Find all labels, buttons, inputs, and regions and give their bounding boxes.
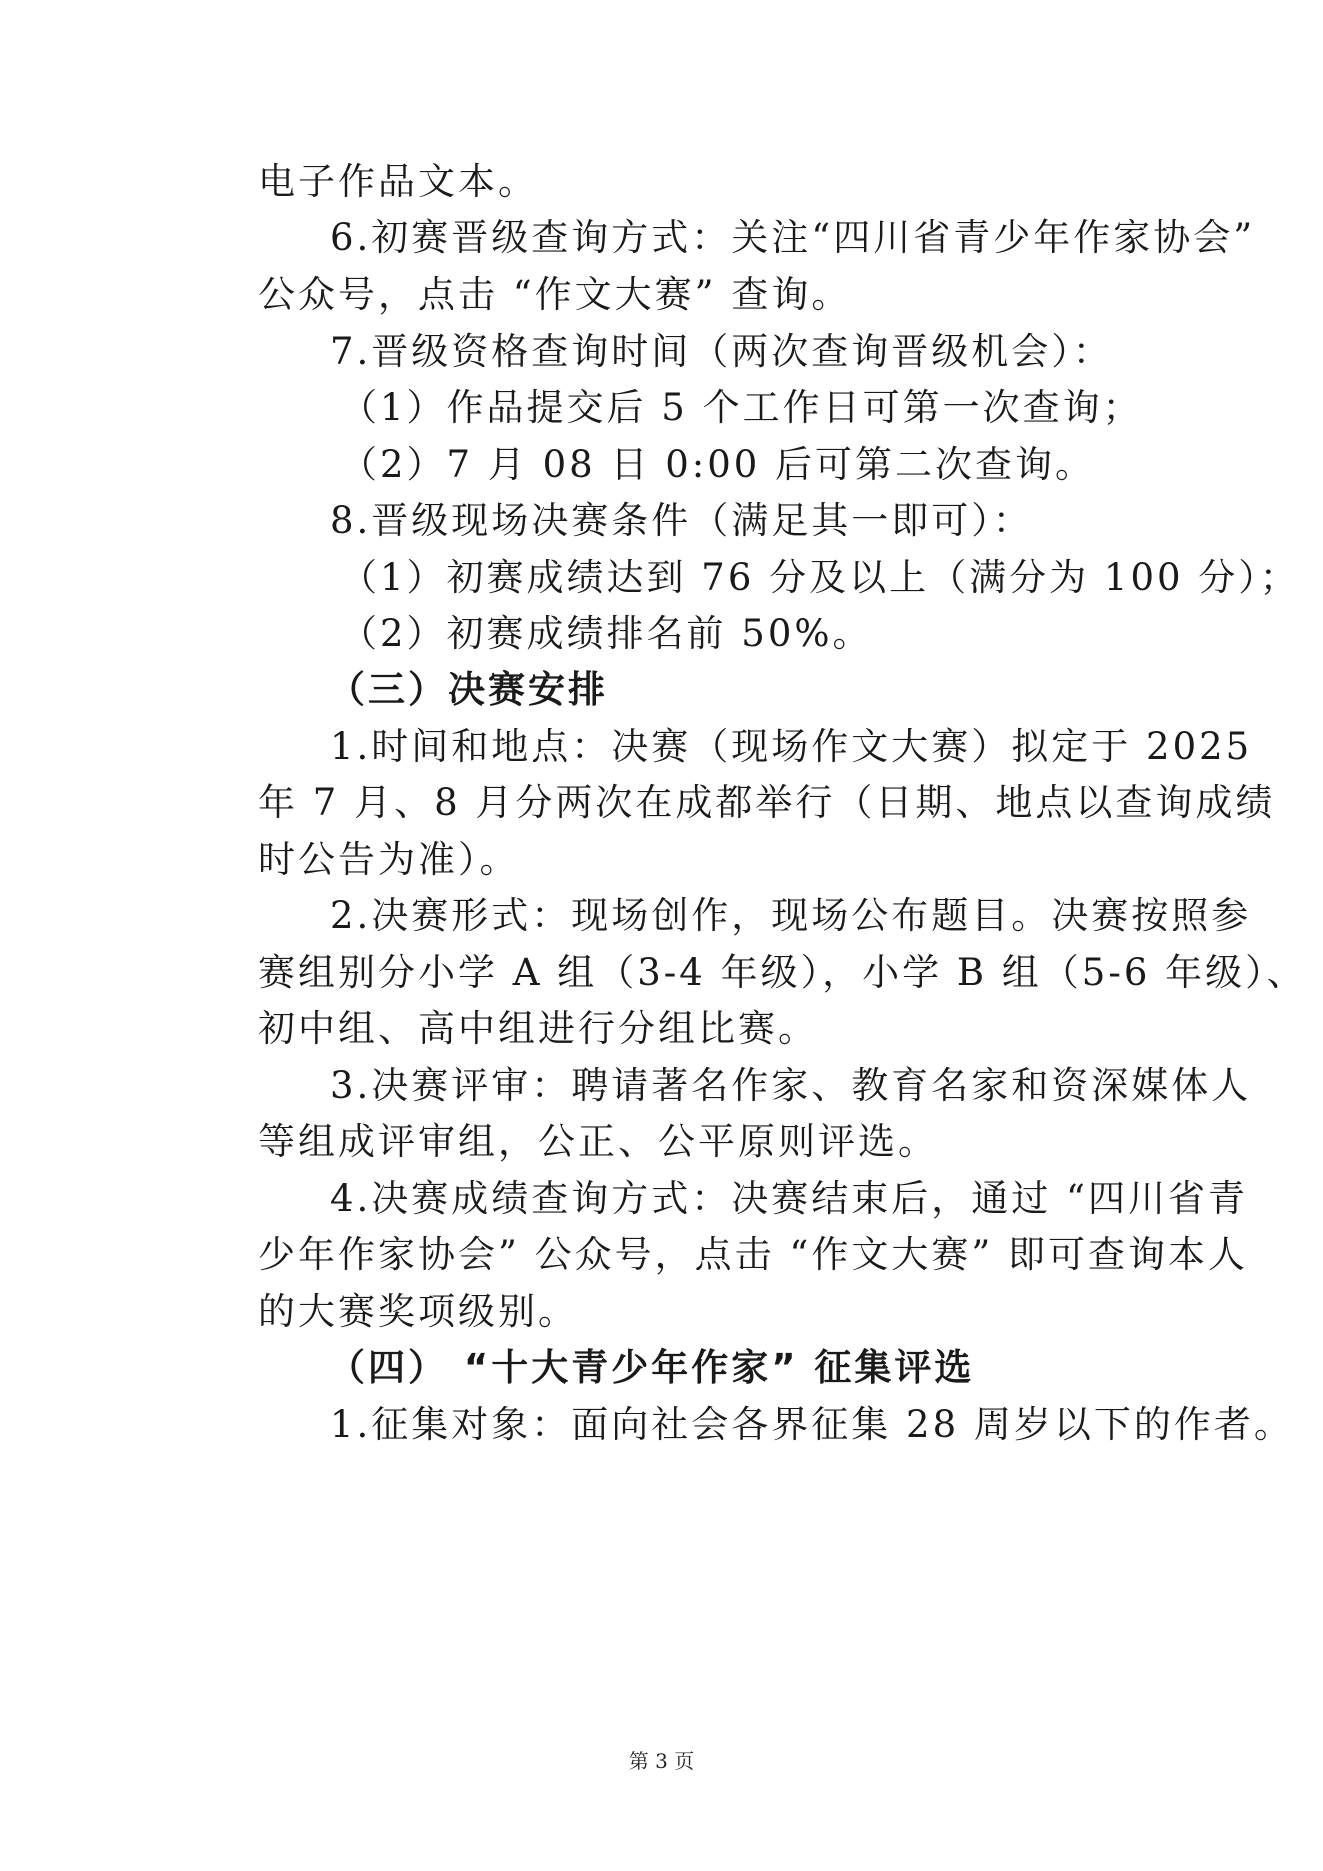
text-line: （2）初赛成绩排名前 50%。 [340,612,873,655]
text-line: 1.征集对象：面向社会各界征集 28 周岁以下的作者。 [330,1403,1294,1446]
text-line: 赛组别分小学 A 组（3-4 年级），小学 B 组（5-6 年级）、 [258,951,1307,994]
text-line: 电子作品文本。 [258,160,538,203]
page-number: 第 3 页 [628,1749,695,1773]
section-heading: （四） “十大青少年作家” 征集评选 [328,1346,975,1389]
text-line: 时公告为准）。 [258,838,520,881]
text-line: 年 7 月、8 月分两次在成都举行（日期、地点以查询成绩 [258,781,1276,824]
text-line: 3.决赛评审：聘请著名作家、教育名家和资深媒体人 [330,1064,1252,1107]
text-line: 初中组、高中组进行分组比赛。 [258,1007,818,1050]
text-line: 等组成评审组，公正、公平原则评选。 [258,1120,938,1163]
text-line: （2）7 月 08 日 0:00 后可第二次查询。 [340,443,1096,486]
text-line: 2.决赛形式：现场创作，现场公布题目。决赛按照参 [330,894,1252,937]
text-line: （1）初赛成绩达到 76 分及以上（满分为 100 分）； [340,556,1300,599]
text-line: 6.初赛晋级查询方式：关注“四川省青少年作家协会” [330,216,1256,259]
text-line: 的大赛奖项级别。 [258,1290,578,1333]
text-line: 8.晋级现场决赛条件（满足其一即可）： [330,499,1033,542]
text-line: （1）作品提交后 5 个工作日可第一次查询； [340,386,1143,429]
text-line: 公众号，点击 “作文大赛” 查询。 [258,273,852,316]
text-line: 4.决赛成绩查询方式：决赛结束后，通过 “四川省青 [330,1177,1248,1220]
text-line: 少年作家协会” 公众号，点击 “作文大赛” 即可查询本人 [258,1233,1249,1276]
text-line: 1.时间和地点：决赛（现场作文大赛）拟定于 2025 [330,725,1253,768]
section-heading: （三）决赛安排 [328,668,608,711]
text-line: 7.晋级资格查询时间（两次查询晋级机会）： [330,330,1113,373]
